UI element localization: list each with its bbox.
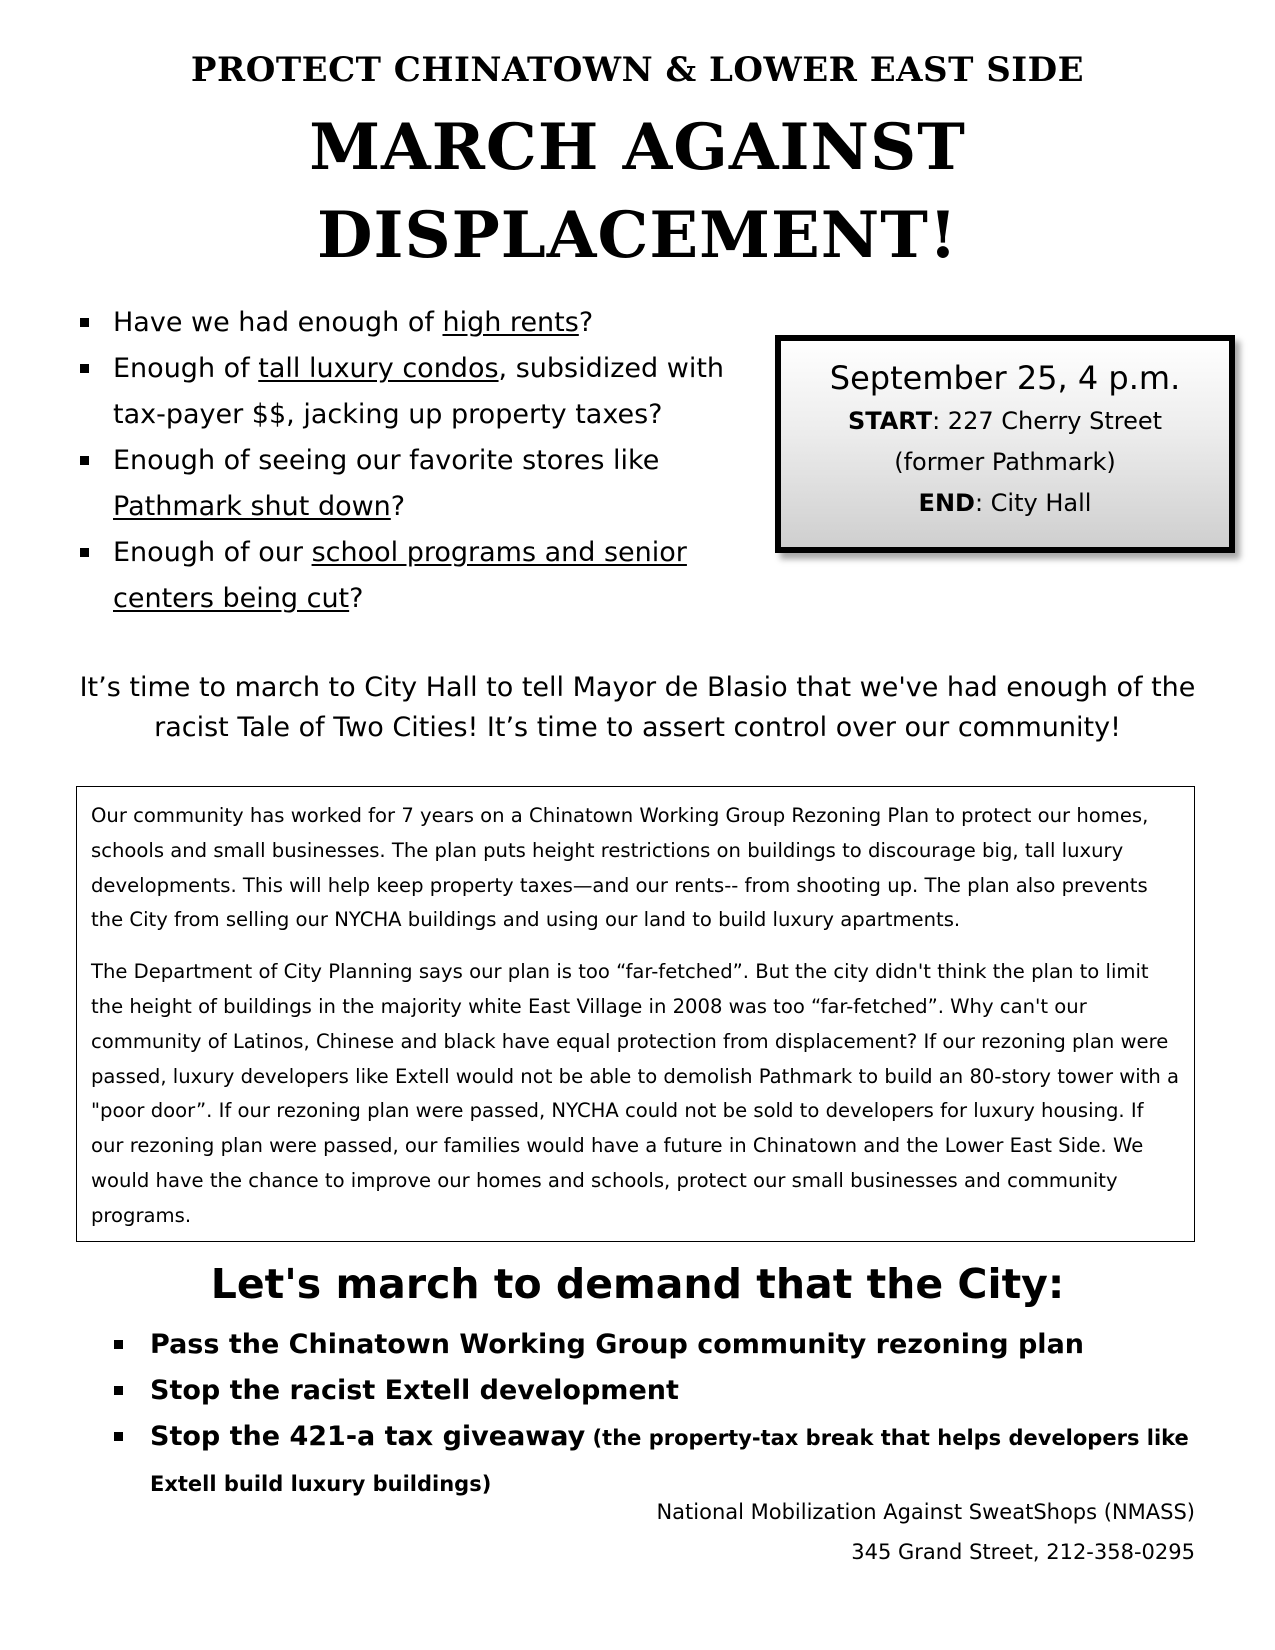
event-date-time: September 25, 4 p.m. [829, 359, 1181, 397]
event-details-box [775, 335, 1235, 553]
question-list [78, 300, 758, 622]
question-item: Have we had enough of high rents? [78, 300, 758, 346]
demands-heading: Let's march to demand that the City: [210, 1260, 1065, 1308]
event-start: START: 227 Cherry Street [847, 407, 1163, 435]
question-item: Enough of our school programs and senior centers being cut? [78, 530, 758, 622]
info-paragraph-1: Our community has worked for 7 years on a Chinatown Working Group Rezoning Plan to protect our homes, schools and small businesses. The plan puts height restrictions on buildings to discourage big, tall luxury developments. This will help keep property taxes—and our rents-- from shooting up. The plan also prevents the City from selling our NYCHA buildings and using our land to build luxury apartments. [91, 804, 1149, 932]
demand-item: Pass the Chinatown Working Group community rezoning plan [112, 1322, 1222, 1368]
footer [495, 1492, 1195, 1572]
main-title [0, 104, 1275, 280]
main-title-line-2: DISPLACEMENT! [317, 198, 958, 273]
event-start-note: (former Pathmark) [894, 448, 1116, 476]
demands-list [112, 1322, 1222, 1506]
question-item: Enough of seeing our favorite stores like Pathmark shut down? [78, 438, 758, 530]
question-item: Enough of tall luxury condos, subsidized with tax-payer $$, jacking up property taxes? [78, 346, 758, 438]
organization-contact: 345 Grand Street, 212-358-0295 [851, 1540, 1195, 1564]
organization-name: National Mobilization Against SweatShops (NMASS) [656, 1500, 1195, 1524]
info-box [76, 786, 1195, 1242]
top-heading: PROTECT CHINATOWN & LOWER EAST SIDE [190, 50, 1085, 90]
demand-item: Stop the 421-a tax giveaway (the property-tax break that helps developers like Extell build luxury buildings) [112, 1414, 1222, 1506]
event-end: END: City Hall [918, 489, 1092, 517]
main-title-line-1: MARCH AGAINST [309, 110, 966, 185]
demand-note: (the property-tax break that helps developers like Extell build luxury buildings) [150, 1426, 1189, 1496]
demand-item: Stop the racist Extell development [112, 1368, 1222, 1414]
info-paragraph-2: The Department of City Planning says our plan is too “far-fetched”. But the city didn't think the plan to limit the height of buildings in the majority white East Village in 2008 was too “far-fetched”. Why can't our community of Latinos, Chinese and black have equal protection from displacement? If our rezoning plan were passed, luxury developers like Extell would not be able to demolish Pathmark to build an 80-story tower with a "poor door”. If our rezoning plan were passed, NYCHA could not be sold to developers for luxury housing. If our rezoning plan were passed, our families would have a future in Chinatown and the Lower East Side. We would have the chance to improve our homes and schools, protect our small businesses and community programs. [91, 960, 1180, 1227]
call-to-action: It’s time to march to City Hall to tell Mayor de Blasio that we've had enough of the racist Tale of Two Cities! It’s time to assert control over our community! [79, 672, 1196, 743]
